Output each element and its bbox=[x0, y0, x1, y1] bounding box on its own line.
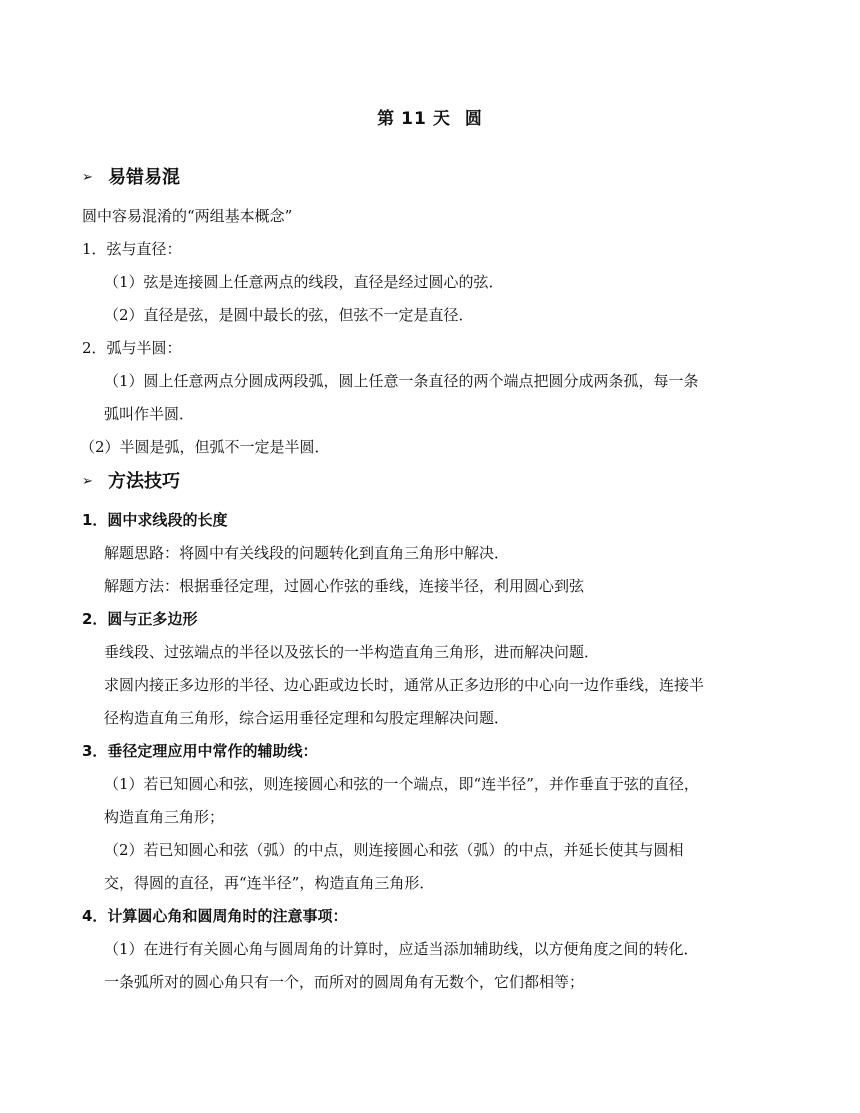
paragraph: （1）在进行有关圆心角与圆周角的计算时，应适当添加辅助线，以方便角度之间的转化． bbox=[104, 940, 699, 958]
paragraph: （2）若已知圆心和弦（弧）的中点，则连接圆心和弦（弧）的中点，并延长使其与圆相 bbox=[104, 841, 684, 859]
paragraph: （2）半圆是弧，但弧不一定是半圆． bbox=[80, 438, 330, 456]
arrow-bullet-icon: ➢ bbox=[82, 170, 93, 185]
paragraph: 一条弧所对的圆心角只有一个，而所对的圆周角有无数个，它们都相等； bbox=[104, 973, 585, 991]
item-heading: 1．弦与直径： bbox=[82, 240, 182, 258]
method-heading: 1．圆中求线段的长度 bbox=[82, 511, 228, 529]
paragraph: 弧叫作半圆． bbox=[104, 405, 195, 423]
paragraph: （2）直径是弦，是圆中最长的弦，但弦不一定是直径． bbox=[104, 306, 474, 324]
paragraph: 垂线段、过弦端点的半径以及弦长的一半构造直角三角形，进而解决问题． bbox=[104, 643, 600, 661]
method-heading: 3．垂径定理应用中常作的辅助线： bbox=[82, 742, 318, 760]
paragraph: 解题思路：将圆中有关线段的问题转化到直角三角形中解决． bbox=[104, 544, 510, 562]
paragraph: （1）弦是连接圆上任意两点的线段，直径是经过圆心的弦． bbox=[104, 273, 504, 291]
paragraph: 求圆内接正多边形的半径、边心距或边长时，通常从正多边形的中心向一边作垂线，连接半 bbox=[104, 676, 705, 694]
paragraph: （1）若已知圆心和弦，则连接圆心和弦的一个端点，即“连半径”，并作垂直于弦的直径， bbox=[104, 775, 699, 793]
section-intro: 圆中容易混淆的“两组基本概念” bbox=[82, 207, 293, 225]
section-heading-text: 易错易混 bbox=[108, 167, 180, 188]
section-heading-methods bbox=[82, 470, 180, 494]
paragraph: 交，得圆的直径，再“连半径”，构造直角三角形． bbox=[104, 874, 435, 892]
paragraph: 径构造直角三角形，综合运用垂径定理和勾股定理解决问题． bbox=[104, 709, 510, 727]
paragraph: 解题方法：根据垂径定理，过圆心作弦的垂线，连接半径，利用圆心到弦 bbox=[104, 577, 585, 595]
section-heading-mistakes bbox=[82, 166, 180, 190]
title-prefix: 第 bbox=[377, 109, 396, 129]
item-heading: 2．弧与半圆： bbox=[82, 339, 182, 357]
title-number: 11 bbox=[401, 109, 427, 129]
arrow-bullet-icon: ➢ bbox=[82, 474, 93, 489]
method-heading: 2．圆与正多边形 bbox=[82, 610, 198, 628]
page-title bbox=[0, 104, 860, 129]
title-suffix: 天 bbox=[432, 109, 451, 129]
method-heading: 4．计算圆心角和圆周角时的注意事项： bbox=[82, 907, 348, 925]
section-heading-text: 方法技巧 bbox=[108, 471, 180, 492]
paragraph: （1）圆上任意两点分圆成两段弧，圆上任意一条直径的两个端点把圆分成两条孤，每一条 bbox=[104, 372, 699, 390]
paragraph: 构造直角三角形； bbox=[104, 808, 225, 826]
title-topic: 圆 bbox=[464, 109, 483, 129]
